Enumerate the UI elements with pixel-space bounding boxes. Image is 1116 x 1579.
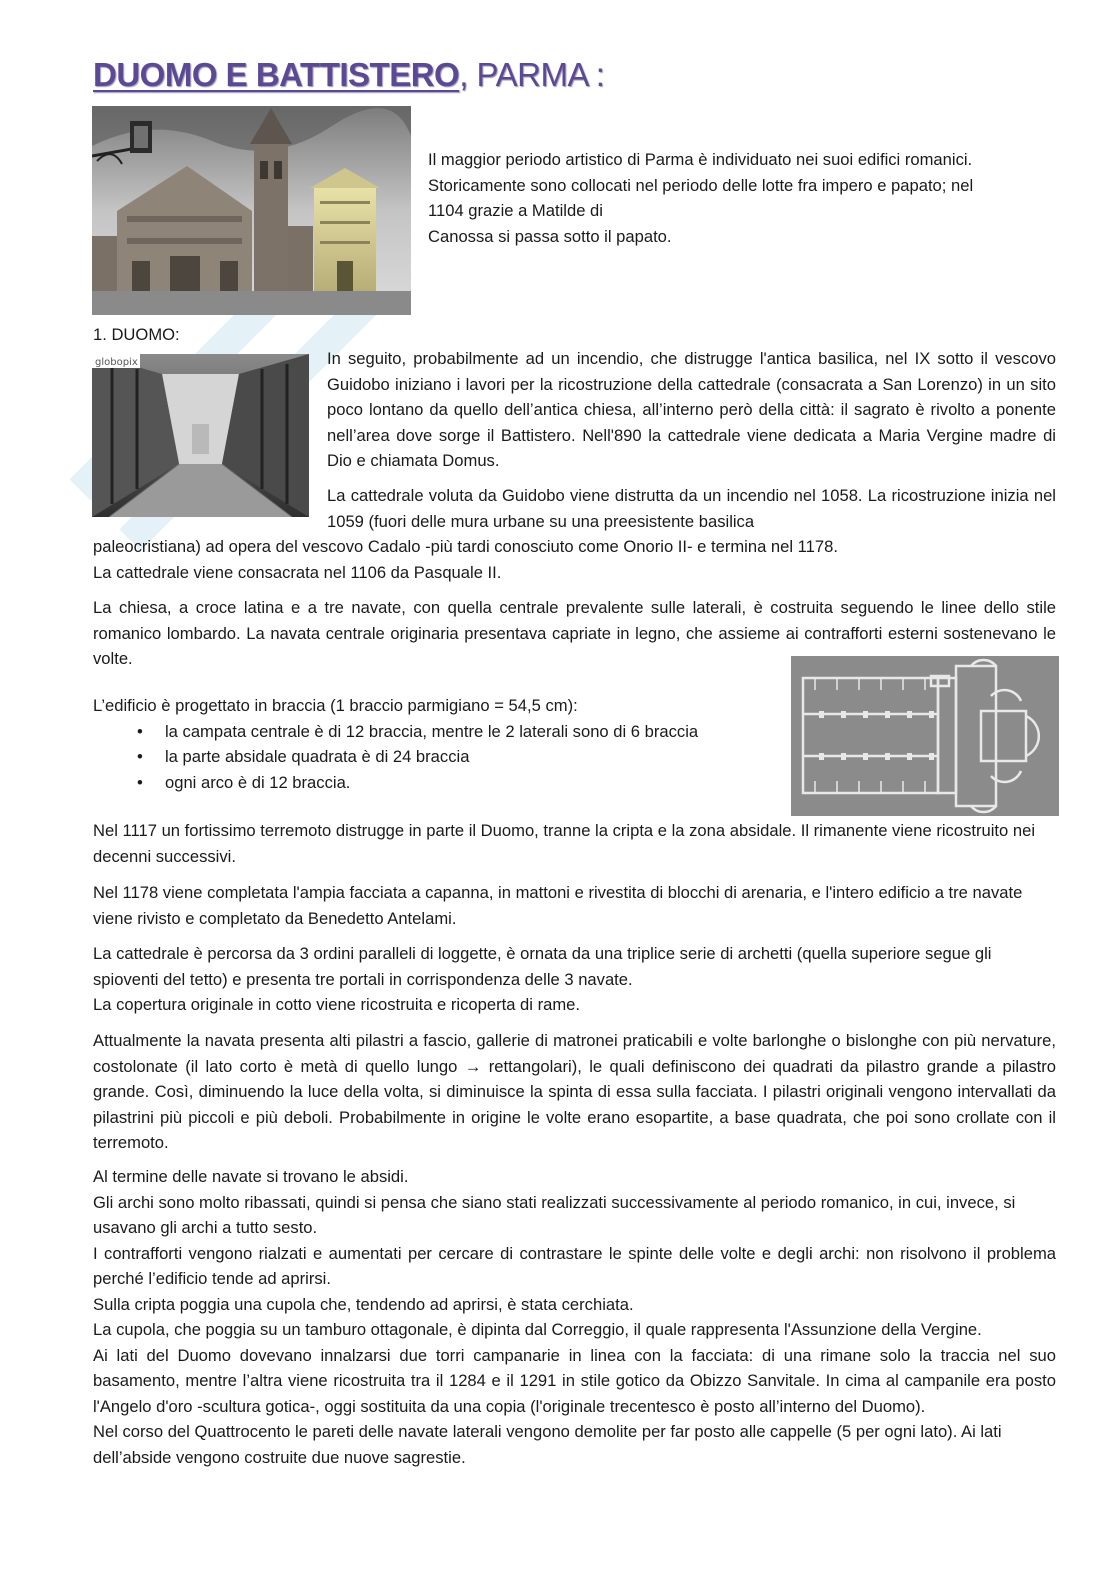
paragraph-nave: Attualmente la navata presenta alti pilastri a fascio, gallerie di matronei praticabili e volte barlonghe o bislonghe con più nervature, costolonate (il lato corto è metà di quello lungo → rettangolari), le quali definiscono dei quadrati da pilastro grande a pilastro grande. Così, diminuendo la luce della volta, si diminuisce la spinta di essa sulla facciata. I pilastri originali vengono intervallati da pilastrini più piccoli e più deboli. Probabilmente in origine le volte erano esopartite, a base quadrata, che poi sono crollate con il terremoto.: [93, 1031, 1056, 1152]
measurement-intro: L’edificio è progettato in braccia (1 braccio parmigiano = 54,5 cm):: [93, 696, 578, 715]
chapels-line: Nel corso del Quattrocento le pareti delle navate laterali vengono demolite per far posto alle cappelle (5 per ogni lato). Ai lati dell’abside vengono costruite due nuove sagrestie.: [93, 1422, 1002, 1467]
list-item: • la parte absidale quadrata è di 24 braccia: [93, 744, 793, 770]
paragraph-consecration: La cattedrale viene consacrata nel 1106 da Pasquale II.: [93, 562, 502, 582]
paragraph-loggias-text: La cattedrale è percorsa da 3 ordini paralleli di loggette, è ornata da una triplice serie di archetti (quella superiore segue gli spioventi del tetto) e presenta tre portali in corrispondenza delle 3 navate.: [93, 944, 992, 989]
crypt-dome-line: Sulla cripta poggia una cupola che, tendendo ad aprirsi, è stata cerchiata.: [93, 1294, 634, 1314]
intro-line-3: 1104 grazie a Matilde di: [428, 201, 603, 220]
intro-line-2: Storicamente sono collocati nel periodo delle lotte fra impero e papato; nel: [428, 175, 974, 195]
paragraph-roof: La copertura originale in cotto viene ricostruita e ricoperta di rame.: [93, 995, 580, 1014]
paragraph-cadalo-part1: La cattedrale voluta da Guidobo viene distrutta da un incendio nel 1058. La ricostruzione inizia nel 1059 (fuori delle mura urbane su una preesistente basilica: [327, 486, 1056, 531]
image-badge-text: globopix: [95, 357, 138, 368]
paragraph-cadalo-line: paleocristiana) ad opera del vescovo Cadalo -più tardi conosciuto come Onorio II- e termina nel 1178.: [93, 537, 838, 556]
paragraph-apses-block: [93, 1164, 1056, 1470]
apses-line: Al termine delle navate si trovano le absidi.: [93, 1167, 409, 1186]
duomo-interior-image: [92, 354, 309, 517]
intro-line-1: Il maggior periodo artistico di Parma è individuato nei suoi edifici romanici.: [428, 150, 973, 169]
measurement-block: [93, 693, 793, 795]
paragraph-loggias: [93, 941, 1058, 1018]
paragraph-earthquake: Nel 1117 un fortissimo terremoto distrugge in parte il Duomo, tranne la cripta e la zona absidale. Il rimanente viene ricostruito nei decenni successivi.: [93, 821, 1036, 866]
list-item: • la campata centrale è di 12 braccia, mentre le 2 laterali sono di 6 braccia: [93, 719, 793, 745]
title-suffix: , PARMA :: [459, 56, 605, 93]
bell-towers-line: Ai lati del Duomo dovevano innalzarsi due torri campanarie in linea con la facciata: di una rimane solo la traccia nel suo basamento, mentre l’altra viene ricostruita tra il 1284 e il 1291 in stile gotico da Obizzo Sanvitale. In cima al campanile era posto l'Angelo d'oro -scultura gotica-, oggi sostituita da una copia (l'originale trecentesco è posto all’interno del Duomo).: [93, 1345, 1056, 1416]
section-heading-duomo: 1. DUOMO:: [93, 325, 180, 344]
correggio-line: La cupola, che poggia su un tamburo ottagonale, è dipinta dal Correggio, il quale rappresenta l'Assunzione della Vergine.: [93, 1320, 982, 1339]
arches-line: Gli archi sono molto ribassati, quindi si pensa che siano stati realizzati successivamente al periodo romanico, in cui, invece, si usavano gli archi a tutto sesto.: [93, 1192, 1016, 1237]
duomo-exterior-image: [92, 106, 411, 315]
paragraph-cadalo-part2: [93, 534, 1058, 585]
measurement-list: [93, 719, 793, 796]
floor-plan-image: [791, 656, 1059, 816]
list-item: • ogni arco è di 12 braccia.: [93, 770, 793, 796]
paragraph-latin-cross: La chiesa, a croce latina e a tre navate, con quella centrale prevalente sulle laterali, è costruita seguendo le linee dello stile romanico lombardo. La navata centrale originaria presentava capriate in legno, che assieme ai contrafforti esterni sostenevano le volte.: [93, 598, 1056, 668]
page-title: [93, 56, 604, 94]
buttresses-line: I contrafforti vengono rialzati e aumentati per cercare di contrastare le spinte delle volte e degli archi: non risolvono il problema perché l’edificio tende ad aprirsi.: [93, 1243, 1056, 1288]
paragraph-reconstruction: In seguito, probabilmente ad un incendio, che distrugge l'antica basilica, nel IX sotto il vescovo Guidobo iniziano i lavori per la ricostruzione della cattedrale (consacrata a San Lorenzo) in un sito poco lontano da quello dell’antica chiesa, all’interno però della città: il sagrato è rivolto a ponente nell’area dove sorge il Battistero. Nell'890 la cattedrale viene dedicata a Maria Vergine madre di Dio e chiamata Domus.: [327, 349, 1056, 470]
intro-paragraph: [428, 147, 1068, 249]
title-main: DUOMO E BATTISTERO: [93, 56, 460, 93]
intro-line-4: Canossa si passa sotto il papato.: [428, 226, 672, 246]
paragraph-facade: Nel 1178 viene completata l'ampia facciata a capanna, in mattoni e rivestita di blocchi di arenaria, e l'intero edificio a tre navate viene rivisto e completato da Benedetto Antelami.: [93, 883, 1023, 928]
